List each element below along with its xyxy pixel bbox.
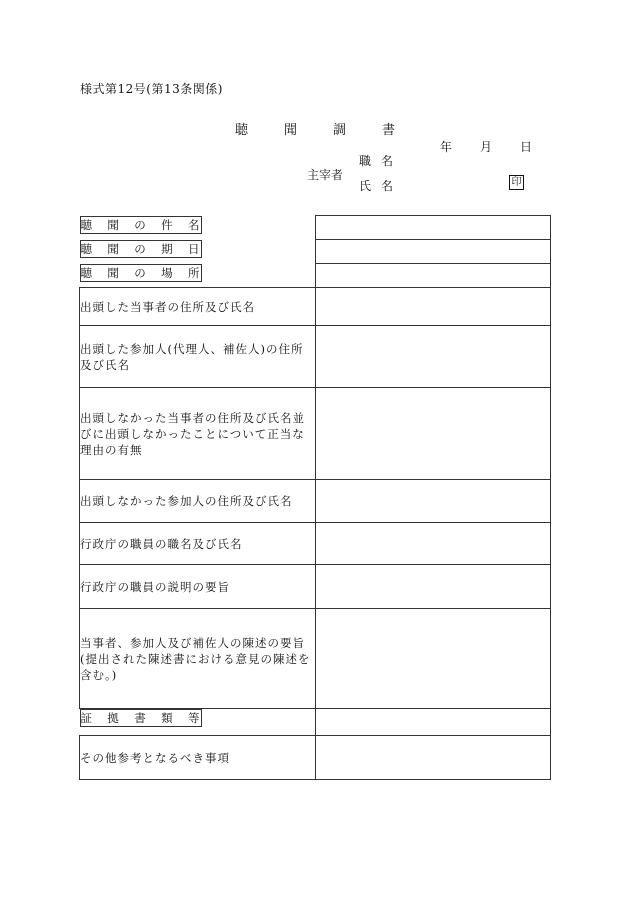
row-label-text: その他参考となるべき事項	[80, 750, 230, 765]
label-char: 聴	[80, 241, 93, 256]
label-char: 聞	[107, 217, 120, 232]
title-char: 書	[381, 123, 395, 138]
row-label	[80, 240, 202, 258]
post-char: 名	[380, 154, 393, 168]
name-label	[359, 177, 393, 194]
date-month: 月	[480, 140, 493, 154]
table-row	[80, 216, 551, 240]
row-value-field[interactable]	[315, 240, 551, 264]
date-day: 日	[520, 140, 533, 154]
record-table-body	[80, 216, 551, 780]
label-char: 聴	[80, 265, 93, 280]
title-char: 聞	[283, 123, 297, 138]
label-char: 期	[161, 241, 174, 256]
row-value-field[interactable]	[315, 288, 551, 326]
row-label-text: 行政庁の職員の職名及び氏名	[80, 536, 243, 551]
row-label-text: 出頭した参加人(代理人、補佐人)の住所及び氏名	[80, 341, 304, 372]
row-value-field[interactable]	[315, 388, 551, 480]
label-char: 類	[161, 711, 174, 725]
table-row	[80, 326, 551, 388]
table-row	[80, 288, 551, 326]
row-value-field[interactable]	[315, 326, 551, 388]
table-row	[80, 480, 551, 523]
label-char: 聞	[107, 241, 120, 256]
post-label	[359, 152, 393, 169]
row-label-text: 行政庁の職員の説明の要旨	[80, 579, 230, 594]
row-label	[80, 709, 202, 727]
row-label-text: 当事者、参加人及び補佐人の陳述の要旨(提出された陳述書における意見の陳述を含む。)	[80, 635, 311, 682]
table-row	[80, 388, 551, 480]
table-row	[80, 736, 551, 780]
presider-label: 主宰者	[307, 168, 344, 182]
label-char: 所	[188, 265, 201, 280]
label-char: の	[134, 217, 147, 232]
table-row	[80, 523, 551, 565]
label-char: 書	[134, 711, 147, 725]
row-label-text: 出頭しなかった当事者の住所及び氏名並びに出頭しなかったことについて正当な理由の有無	[80, 410, 305, 457]
hearing-record-table	[79, 215, 551, 780]
row-label-text	[81, 265, 201, 281]
row-label	[80, 388, 316, 480]
row-label	[80, 609, 316, 709]
row-value-field[interactable]	[315, 565, 551, 609]
row-value-field[interactable]	[315, 709, 551, 736]
row-label	[80, 326, 316, 388]
row-label	[80, 216, 202, 234]
label-char: 証	[80, 711, 93, 725]
seal-mark: 印	[509, 175, 524, 190]
row-label-text	[81, 217, 201, 233]
post-char: 職	[359, 154, 372, 168]
row-value-field[interactable]	[315, 609, 551, 709]
label-char: 聞	[107, 265, 120, 280]
date-year: 年	[440, 140, 453, 154]
label-char: 日	[188, 241, 201, 256]
row-label-text: 出頭した当事者の住所及び氏名	[80, 299, 255, 314]
row-value-field[interactable]	[315, 736, 551, 780]
row-label	[80, 480, 316, 523]
table-row	[80, 609, 551, 709]
row-value-field[interactable]	[315, 480, 551, 523]
table-row	[80, 240, 551, 264]
row-value-field[interactable]	[315, 523, 551, 565]
name-char: 氏	[359, 179, 372, 193]
row-label	[80, 565, 316, 609]
title-char: 聴	[235, 123, 249, 138]
table-row	[80, 565, 551, 609]
row-label	[80, 523, 316, 565]
label-char: 拠	[107, 711, 120, 725]
label-char: の	[134, 241, 147, 256]
row-value-field[interactable]	[315, 216, 551, 240]
label-char: 聴	[80, 217, 93, 232]
row-label	[80, 264, 202, 282]
label-char: の	[134, 265, 147, 280]
label-char: 名	[188, 217, 201, 232]
title-char: 調	[332, 123, 346, 138]
form-number: 様式第12号(第13条関係)	[80, 82, 223, 96]
date-line	[440, 138, 560, 155]
row-label	[80, 736, 316, 780]
label-char: 場	[161, 265, 174, 280]
row-label-text: 出頭しなかった参加人の住所及び氏名	[80, 494, 293, 508]
row-label-text	[81, 710, 201, 726]
name-char: 名	[380, 179, 393, 193]
row-label	[80, 288, 316, 326]
label-char: 件	[161, 217, 174, 232]
document-title	[235, 119, 395, 138]
row-label-text	[81, 241, 201, 257]
table-row	[80, 264, 551, 288]
row-value-field[interactable]	[315, 264, 551, 288]
label-char: 等	[188, 711, 201, 725]
table-row	[80, 709, 551, 736]
